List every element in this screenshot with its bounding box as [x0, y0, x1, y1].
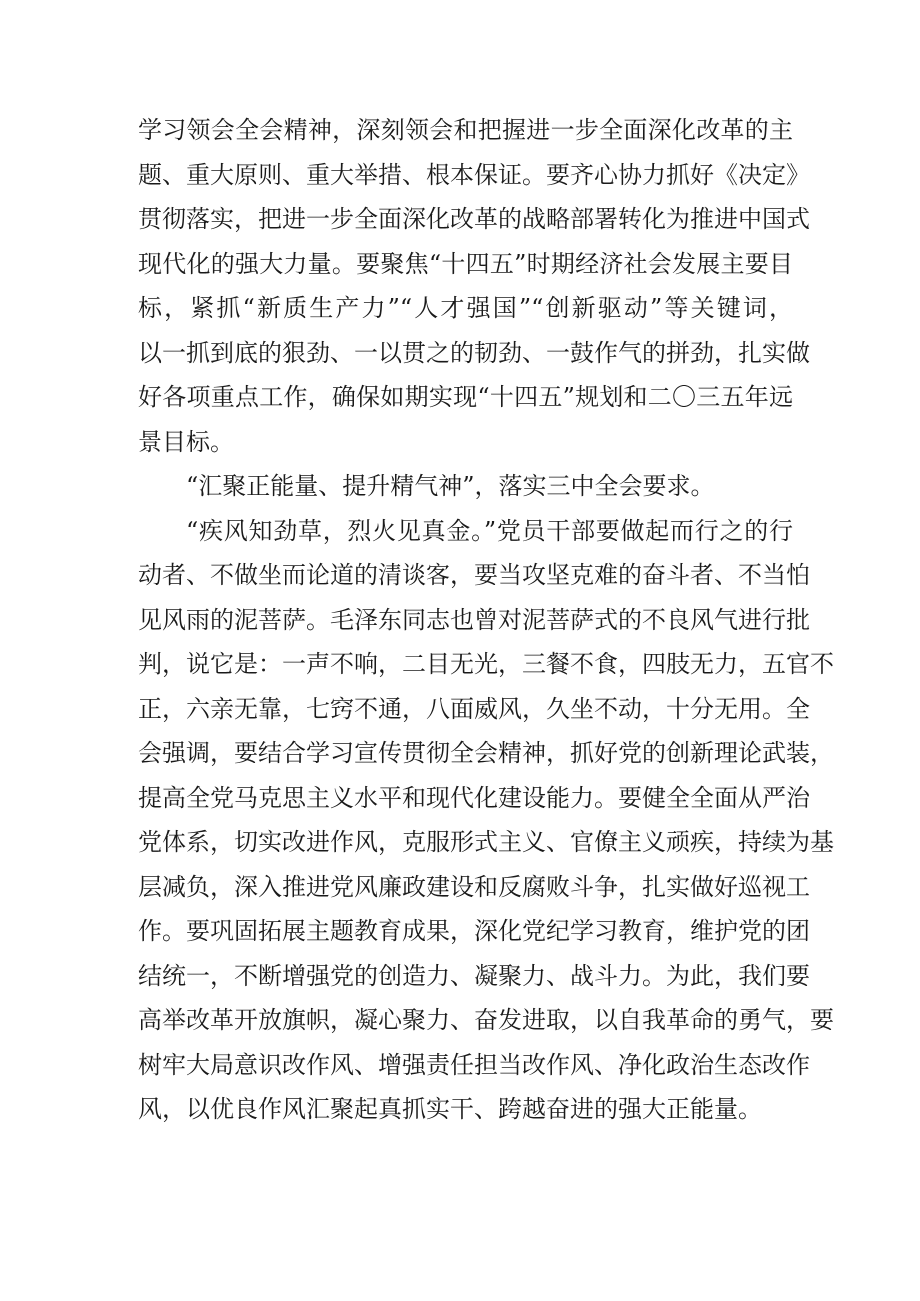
paragraph-3-line-11: 结统一，不断增强党的创造力、凝聚力、战斗力。为此，我们要	[138, 961, 810, 990]
paragraph-1-line-3: 贯彻落实，把进一步全面深化改革的战略部署转化为推进中国式	[138, 205, 810, 233]
paragraph-3-line-4: 判，说它是：一声不响，二目无光，三餐不食，四肢无力，五官不	[138, 650, 834, 678]
paragraph-3-line-10: 作。要巩固拓展主题教育成果，深化党纪学习教育，维护党的团	[138, 917, 810, 945]
paragraph-1-line-4: 现代化的强大力量。要聚焦“十四五”时期经济社会发展主要目	[138, 249, 793, 278]
paragraph-1-line-1: 学习领会全会精神，深刻领会和把握进一步全面深化改革的主	[138, 116, 793, 144]
paragraph-3-line-14: 风，以优良作风汇聚起真抓实干、跨越奋进的强大正能量。	[138, 1095, 762, 1123]
paragraph-1-line-8: 景目标。	[138, 427, 234, 456]
paragraph-3-line-9: 层减负，深入推进党风廉政建设和反腐败斗争，扎实做好巡视工	[138, 872, 810, 901]
paragraph-3-line-13: 树牢大局意识改作风、增强责任担当改作风、净化政治生态改作	[138, 1050, 810, 1079]
paragraph-1-line-5: 标，紧抓“新质生产力”“人才强国”“创新驱动”等关键词，	[138, 294, 793, 322]
paragraph-3-line-3: 见风雨的泥菩萨。毛泽东同志也曾对泥菩萨式的不良风气进行批	[138, 605, 810, 634]
paragraph-3-line-12: 高举改革开放旗帜，凝心聚力、奋发进取，以自我革命的勇气，要	[138, 1006, 834, 1034]
paragraph-1-line-7: 好各项重点工作，确保如期实现“十四五”规划和二〇三五年远	[138, 383, 793, 411]
paragraph-3-line-2: 动者、不做坐而论道的清谈客，要当攻坚克难的奋斗者、不当怕	[138, 561, 810, 589]
paragraph-1-line-6: 以一抓到底的狠劲、一以贯之的韧劲、一鼓作气的拼劲，扎实做	[138, 338, 810, 367]
document-body	[138, 108, 834, 1132]
paragraph-3-line-7: 提高全党马克思主义水平和现代化建设能力。要健全全面从严治	[138, 783, 810, 812]
paragraph-1-line-2: 题、重大原则、重大举措、根本保证。要齐心协力抓好《决定》	[138, 160, 810, 189]
paragraph-3-line-5: 正，六亲无靠，七窍不通，八面威风，久坐不动，十分无用。全	[138, 694, 810, 723]
paragraph-3-line-1: “疾风知劲草，烈火见真金。”党员干部要做起而行之的行	[186, 516, 793, 545]
paragraph-3-line-8: 党体系，切实改进作风，克服形式主义、官僚主义顽疾，持续为基	[138, 828, 834, 856]
paragraph-2-line-1: “汇聚正能量、提升精气神”，落实三中全会要求。	[186, 472, 715, 500]
paragraph-3-line-6: 会强调，要结合学习宣传贯彻全会精神，抓好党的创新理论武装，	[138, 739, 834, 767]
